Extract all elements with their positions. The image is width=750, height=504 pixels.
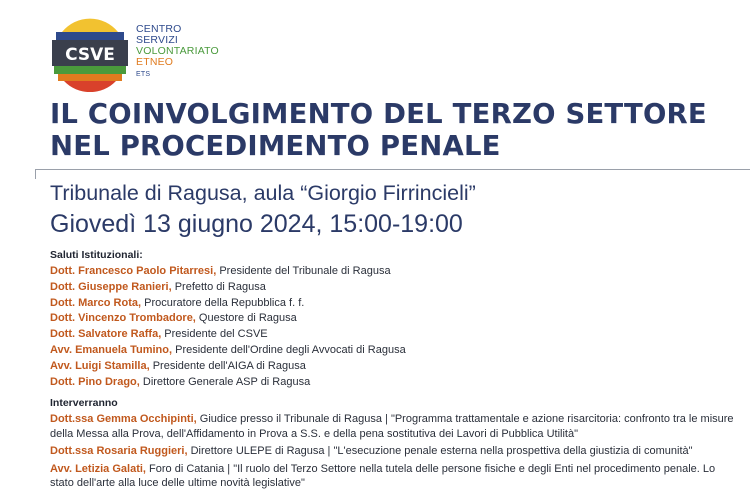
saluti-heading: Saluti Istituzionali: [50,249,143,261]
speaker-role: Presidente dell'Ordine degli Avvocati di Ragusa [172,343,406,356]
logo-line: ETS [136,71,151,78]
speaker-name: Avv. Emanuela Tumino, [50,343,173,356]
list-item [50,444,740,459]
csve-logo [48,12,228,94]
event-date: Giovedì 13 giugno 2024, 15:00-19:00 [50,210,463,238]
speaker-role: Direttore Generale ASP di Ragusa [139,375,311,388]
talk-details: Giudice presso il Tribunale di Ragusa | "Programma trattamentale e azione risarcitoria: confronto tra le misure della Messa alla Prova, dell'Affidamento in Prova a S.S. e della pena sostitutiva dei Lavori di Pubblica Utilità" [50,413,734,440]
speaker-role: Prefetto di Ragusa [171,280,266,293]
logo-line: SERVIZI [136,34,179,46]
speaker-role: Presidente del CSVE [161,328,268,341]
divider-tick [35,169,36,179]
list-item [50,359,740,375]
speaker-name: Dott.ssa Gemma Occhipinti, [50,413,197,426]
speaker-name: Dott. Pino Drago, [50,375,140,388]
speaker-role: Questore di Ragusa [195,312,297,325]
logo-acronym: CSVE [65,45,115,65]
list-item [50,375,740,391]
speaker-name: Dott. Marco Rota, [50,296,142,309]
event-venue: Tribunale di Ragusa, aula “Giorgio Firrincieli” [50,181,476,205]
speaker-name: Dott. Vincenzo Trombadore, [50,312,196,325]
speaker-name: Dott. Giuseppe Ranieri, [50,280,172,293]
talk-details: Foro di Catania | "Il ruolo del Terzo Settore nella tutela delle persone fisiche e degli Enti nel procedimento penale. Lo stato dell'arte alla luce delle ultime novità legislative" [50,462,716,490]
speaker-name: Dott. Francesco Paolo Pitarresi, [50,265,217,277]
csve-logo-mark [48,12,132,92]
interverranno-heading: Interverranno [50,397,118,410]
list-item [50,296,740,312]
talk-details: Direttore ULEPE di Ragusa | "L'esecuzione penale esterna nella prospettiva della giustizia di comunità" [187,445,693,458]
logo-line: CENTRO [136,23,182,35]
list-item [50,462,740,491]
list-item [50,311,740,327]
divider [35,169,750,170]
program [50,249,740,494]
speaker-role: Presidente dell'AIGA di Ragusa [149,359,306,372]
speaker-role: Procuratore della Repubblica f. f. [141,296,305,309]
speaker-name: Dott. Salvatore Raffa, [50,328,162,341]
logo-line: ETNEO [136,56,174,68]
list-item [50,343,740,359]
speaker-name: Avv. Letizia Galati, [50,462,146,475]
speaker-role: Presidente del Tribunale di Ragusa [216,265,391,277]
title-line-1: IL COINVOLGIMENTO DEL TERZO SETTORE [50,98,707,130]
list-item [50,412,740,441]
list-item [50,327,740,343]
speaker-name: Dott.ssa Rosaria Ruggieri, [50,445,188,458]
event-title [50,98,740,162]
speaker-name: Avv. Luigi Stamilla, [50,359,150,372]
title-line-2: NEL PROCEDIMENTO PENALE [50,130,501,162]
logo-line: VOLONTARIATO [136,45,219,57]
logo-wordmark [136,24,219,80]
list-item [50,264,740,280]
list-item [50,280,740,296]
